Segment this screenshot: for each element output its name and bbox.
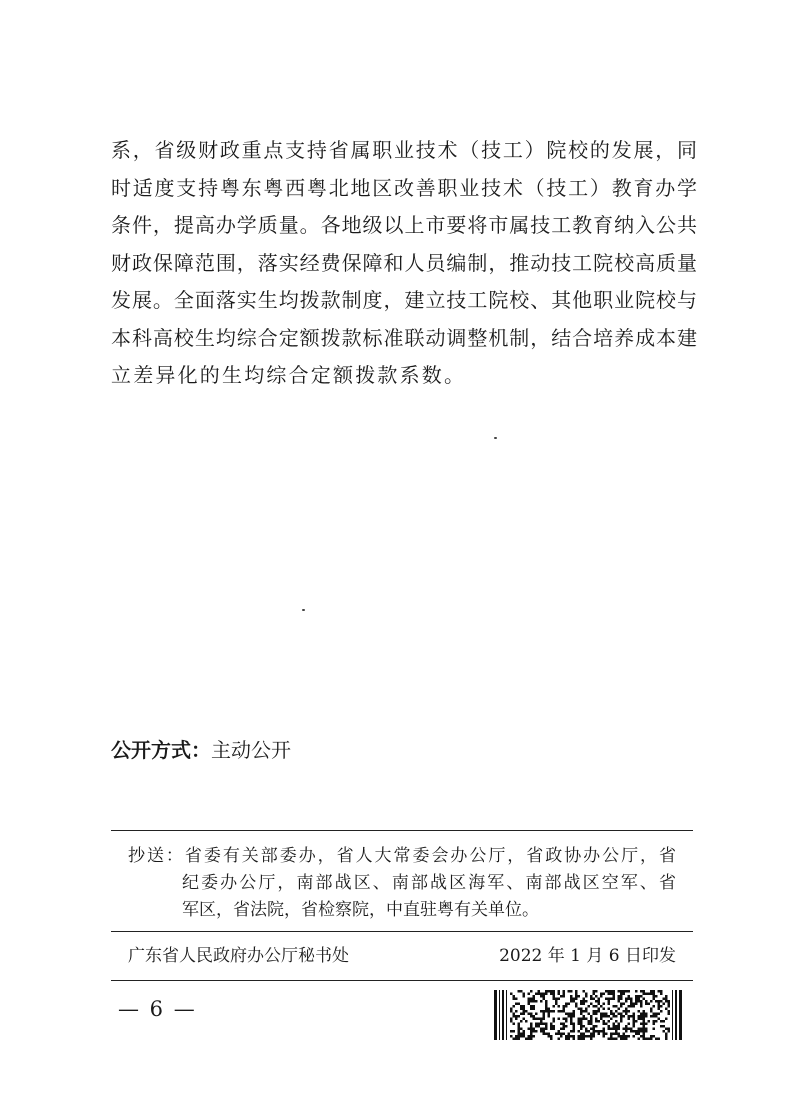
cc-recipients: 省委有关部委办，省人大常委会办公厅，省政协办公厅，省 <box>184 846 677 866</box>
body-line: 立差异化的生均综合定额拨款系数。 <box>111 363 467 387</box>
body-line: 系，省级财政重点支持省属职业技术（技工）院校的发展，同 <box>111 138 697 162</box>
scan-speck <box>494 437 497 439</box>
print-date: 2022 年 1 月 6 日印发 <box>499 946 676 966</box>
disclosure-method <box>111 735 291 765</box>
issuing-office: 广东省人民政府办公厅秘书处 <box>128 946 349 966</box>
cc-line: 军区，省法院，省检察院，中直驻粤有关单位。 <box>182 900 539 920</box>
cc-block <box>128 843 676 924</box>
body-line: 条件，提高办学质量。各地级以上市要将市属技工教育纳入公共 <box>111 213 697 237</box>
body-text <box>111 132 697 395</box>
body-line: 发展。全面落实生均拨款制度，建立技工院校、其他职业院校与 <box>111 288 697 312</box>
scan-speck <box>302 609 305 611</box>
cc-line <box>128 843 676 870</box>
body-line: 时适度支持粤东粤西粤北地区改善职业技术（技工）教育办学 <box>111 175 697 200</box>
divider-top <box>111 830 693 831</box>
body-line: 本科高校生均综合定额拨款标准联动调整机制，结合培养成本建 <box>111 325 697 350</box>
page-number: — 6 — <box>118 997 197 1021</box>
cc-line: 纪委办公厅，南部战区、南部战区海军、南部战区空军、省 <box>182 873 676 893</box>
barcode-icon <box>494 990 682 1040</box>
body-line: 财政保障范围，落实经费保障和人员编制，推动技工院校高质量 <box>111 250 697 275</box>
divider-middle <box>111 931 693 932</box>
disclosure-label: 公开方式： <box>111 738 211 762</box>
disclosure-value: 主动公开 <box>211 738 291 762</box>
cc-label: 抄送： <box>128 846 185 866</box>
divider-bottom <box>111 980 693 981</box>
